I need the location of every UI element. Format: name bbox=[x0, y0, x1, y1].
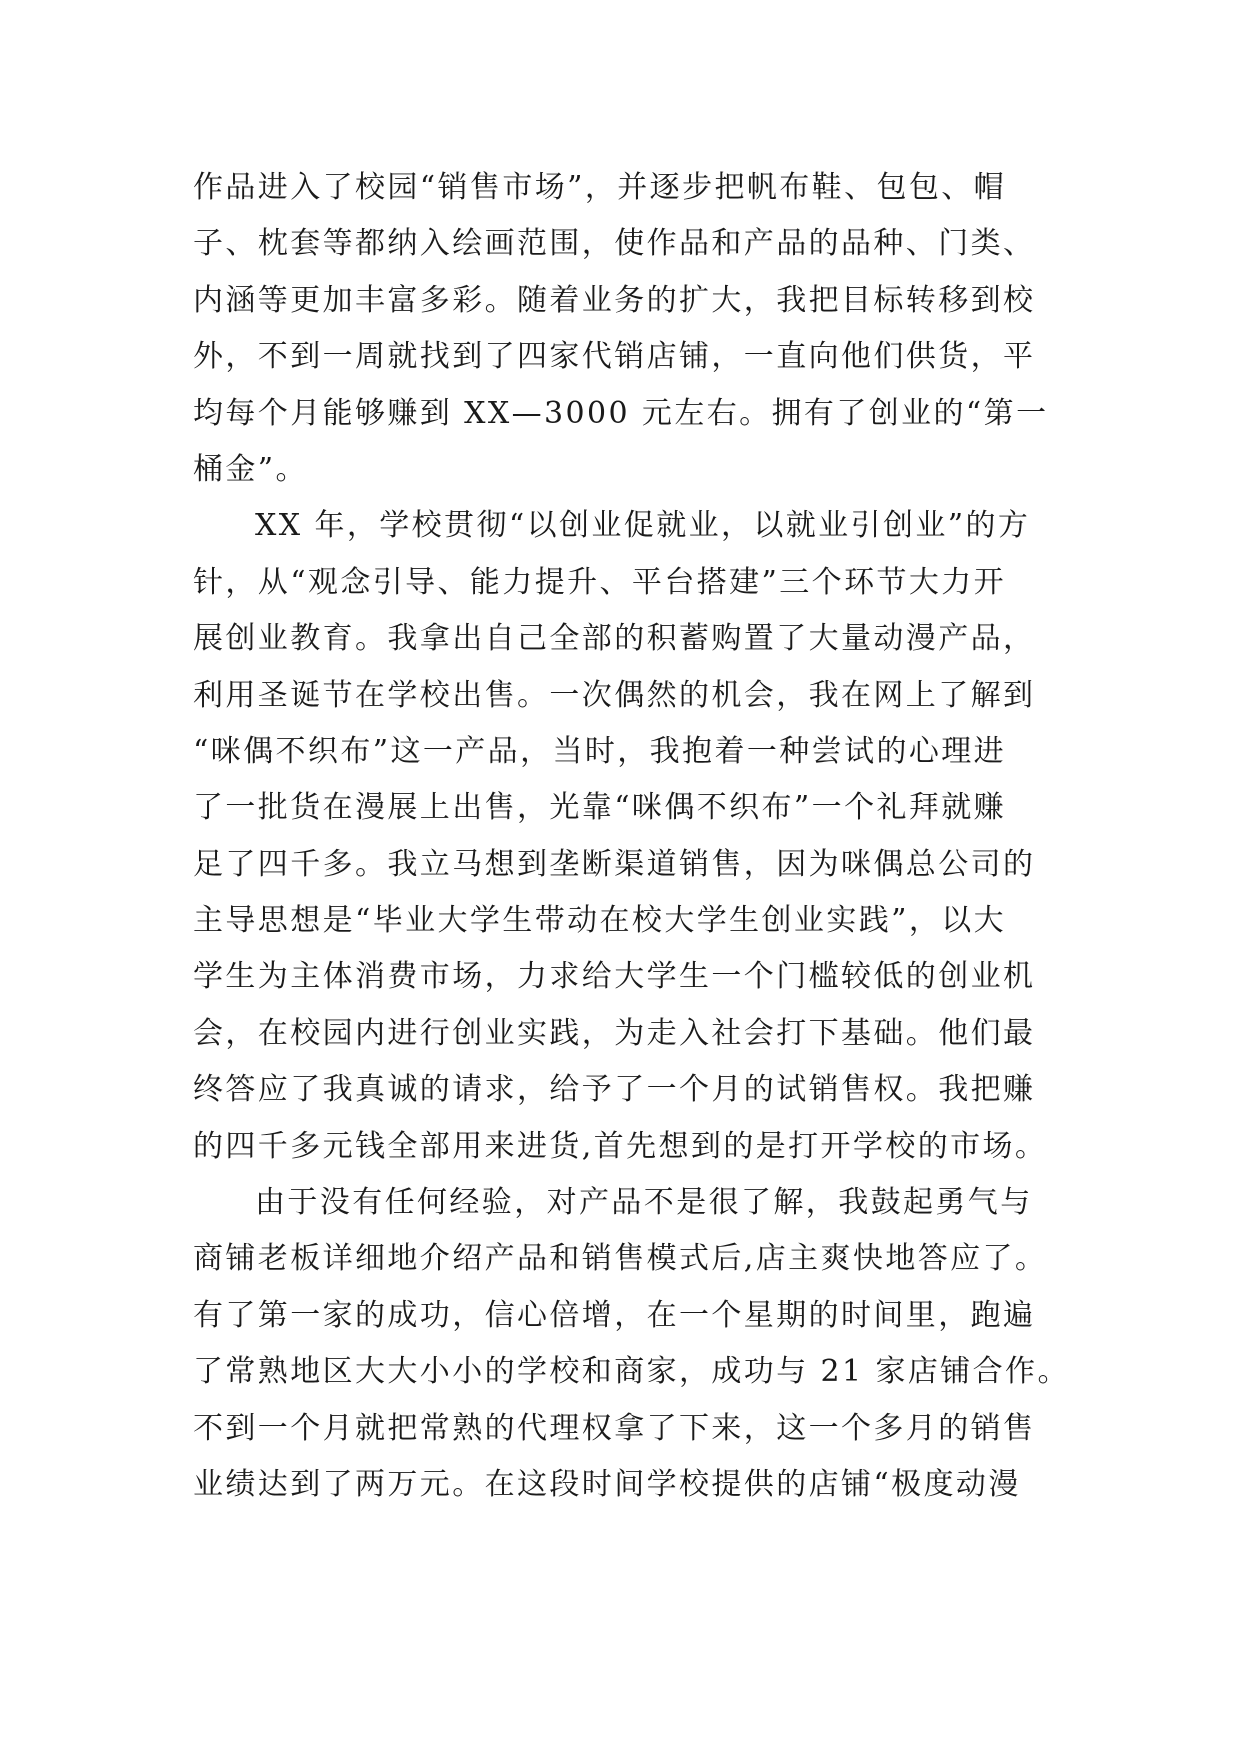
text-line: 不到一个月就把常熟的代理权拿了下来，这一个多月的销售 bbox=[193, 1410, 1036, 1446]
text-line: 足了四千多。我立马想到垄断渠道销售，因为咪偶总公司的 bbox=[193, 846, 1036, 882]
text-line: 会，在校园内进行创业实践，为走入社会打下基础。他们最 bbox=[193, 1015, 1036, 1051]
body-text bbox=[193, 160, 1070, 1513]
paragraph-first-line: 由于没有任何经验，对产品不是很了解，我鼓起勇气与 bbox=[255, 1185, 1033, 1221]
text-line: 主导思想是“毕业大学生带动在校大学生创业实践”，以大 bbox=[193, 903, 1007, 939]
text-line: 针，从“观念引导、能力提升、平台搭建”三个环节大力开 bbox=[193, 564, 1007, 600]
text-line: 有了第一家的成功，信心倍增，在一个星期的时间里，跑遍 bbox=[193, 1297, 1036, 1333]
text-line: 桶金”。 bbox=[193, 451, 308, 487]
text-line: 商铺老板详细地介绍产品和销售模式后,店主爽快地答应了。 bbox=[193, 1241, 1048, 1277]
text-line: 的四千多元钱全部用来进货,首先想到的是打开学校的市场。 bbox=[193, 1128, 1048, 1164]
text-line: 子、枕套等都纳入绘画范围，使作品和产品的品种、门类、 bbox=[193, 226, 1036, 262]
text-line: 终答应了我真诚的请求，给予了一个月的试销售权。我把赚 bbox=[193, 1072, 1036, 1108]
text-line: 作品进入了校园“销售市场”，并逐步把帆布鞋、包包、帽 bbox=[193, 170, 1007, 205]
text-line: 学生为主体消费市场，力求给大学生一个门槛较低的创业机 bbox=[193, 959, 1036, 995]
text-line: 内涵等更加丰富多彩。随着业务的扩大，我把目标转移到校 bbox=[193, 282, 1036, 318]
text-line: 了一批货在漫展上出售，光靠“咪偶不织布”一个礼拜就赚 bbox=[193, 790, 1007, 826]
text-line: 均每个月能够赚到 XX—3000 元左右。拥有了创业的“第一 bbox=[193, 395, 1049, 431]
text-line: 展创业教育。我拿出自己全部的积蓄购置了大量动漫产品， bbox=[193, 621, 1036, 657]
text-line: 了常熟地区大大小小的学校和商家，成功与 21 家店铺合作。 bbox=[193, 1354, 1070, 1390]
paragraph-first-line: XX 年，学校贯彻“以创业促就业，以就业引创业”的方 bbox=[255, 508, 1031, 544]
text-line: 利用圣诞节在学校出售。一次偶然的机会，我在网上了解到 bbox=[193, 677, 1036, 713]
text-line: 外，不到一周就找到了四家代销店铺，一直向他们供货，平 bbox=[193, 339, 1036, 375]
text-line: 业绩达到了两万元。在这段时间学校提供的店铺“极度动漫 bbox=[193, 1466, 1021, 1502]
text-line: “咪偶不织布”这一产品，当时，我抱着一种尝试的心理进 bbox=[193, 733, 1007, 769]
